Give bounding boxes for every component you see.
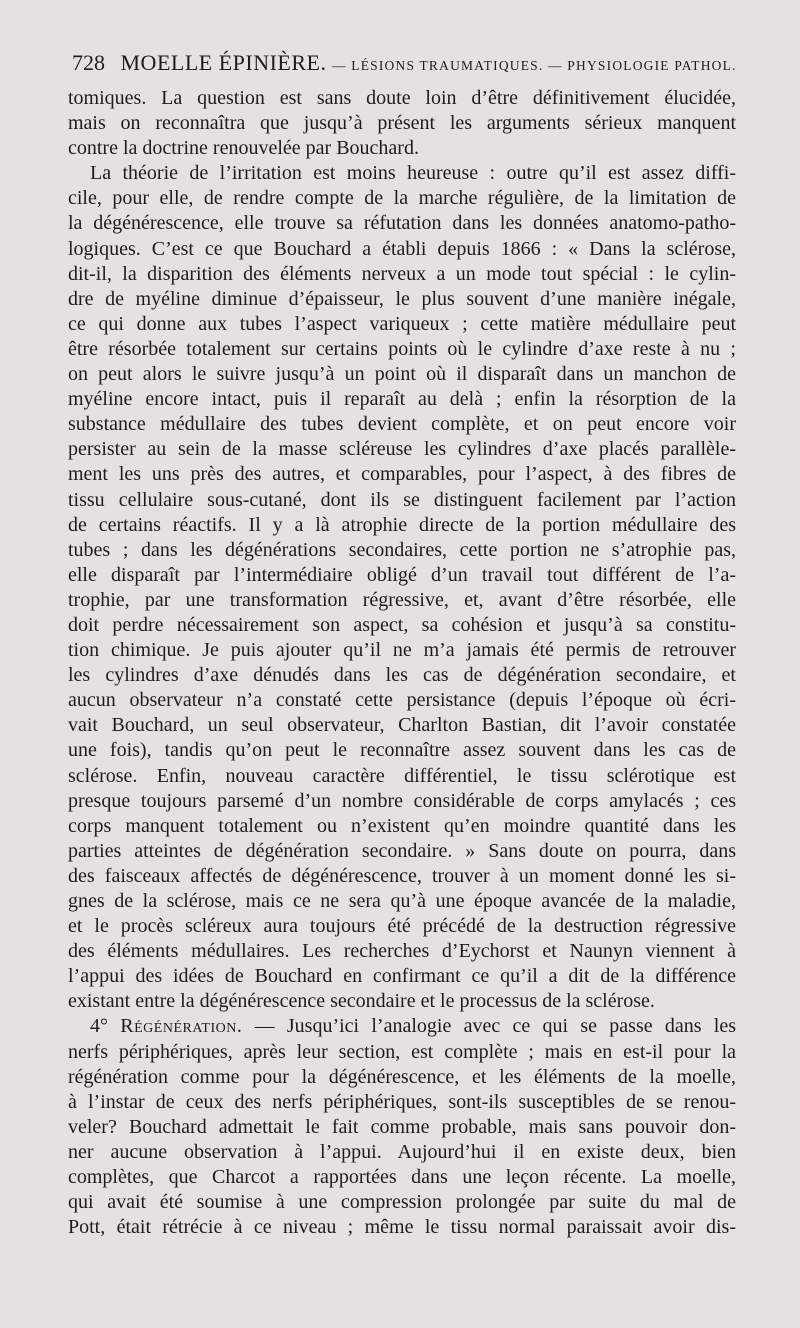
text-line: ment les uns près des autres, et comparables, pour l’aspect, à des fibres de — [68, 463, 736, 486]
text-line: nerfs périphériques, après leur section, est complète ; mais en est-il pour la — [68, 1040, 736, 1063]
text-line: existant entre la dégénérescence secondaire et le processus de la sclérose. — [68, 990, 655, 1013]
section-heading-line — [68, 1014, 736, 1039]
text-line: à l’instar de ceux des nerfs périphériques, sont-ils susceptibles de se renou- — [68, 1090, 736, 1113]
text-line: aucun observateur n’a constaté cette persistance (depuis l’époque où écri- — [68, 689, 736, 712]
text-line: des éléments médullaires. Les recherches d’Eychorst et Naunyn viennent à — [68, 940, 736, 963]
text-line: corps manquent totalement ou n’existent qu’en moindre quantité dans les — [68, 814, 736, 837]
text-line: régénération comme pour la dégénérescence, et les éléments de la moelle, — [68, 1065, 736, 1088]
text-line: gnes de la sclérose, mais ce ne sera qu’à une époque avancée de la maladie, — [68, 890, 736, 912]
text-line: parties atteintes de dégénération secondaire. » Sans doute on pourra, dans — [68, 839, 736, 862]
text-line: qui avait été soumise à une compression prolongée par suite du mal de — [68, 1191, 736, 1214]
text-line: doit perdre nécessairement son aspect, sa cohésion et jusqu’à sa constitu- — [68, 613, 736, 636]
section-title: — LÉSIONS TRAUMATIQUES. — PHYSIOLOGIE PATHOL. — [331, 58, 737, 73]
page-header — [72, 50, 742, 79]
text-line: trophie, par une transformation régressive, et, avant d’être résorbée, elle — [68, 588, 736, 611]
text-line: les cylindres d’axe dénudés dans les cas de dégénération secondaire, et — [68, 664, 736, 687]
text-line: tubes ; dans les dégénérations secondaires, cette portion ne s’atrophie pas, — [68, 538, 736, 561]
page-body — [68, 86, 736, 1240]
text-line: tissu cellulaire sous-cutané, dont ils se distinguent facilement par l’action — [68, 488, 736, 511]
text-line: substance médullaire des tubes devient complète, et on peut encore voir — [68, 413, 736, 436]
text-line: vait Bouchard, un seul observateur, Charlton Bastian, dit l’avoir constatée — [68, 714, 736, 737]
section-number: 4° — [90, 1015, 108, 1038]
text-line: logiques. C’est ce que Bouchard a établi depuis 1866 : « Dans la sclérose, — [68, 237, 736, 260]
text-line: des faisceaux affectés de dégénérescence, trouver à un moment donné les si- — [68, 864, 736, 887]
text-line: dit-il, la disparition des éléments nerveux a un mode tout spécial : le cylin- — [68, 262, 736, 285]
text-line: La théorie de l’irritation est moins heureuse : outre qu’il est assez diffi- — [90, 162, 736, 185]
text-line: ce qui donne aux tubes l’aspect variqueux ; cette matière médullaire peut — [68, 312, 736, 335]
section-heading: Régénération. — [120, 1015, 243, 1038]
text-line: persister au sein de la masse scléreuse les cylindres d’axe placés parallèle- — [68, 438, 736, 461]
text-line: tomiques. La question est sans doute loin d’être définitivement élucidée, — [68, 87, 736, 109]
text-line: elle disparaît par l’intermédiaire obligé d’un travail tout différent de l’a- — [68, 563, 736, 586]
page-number: 728 — [72, 50, 105, 75]
text-line: presque toujours parsemé d’un nombre considérable de corps amylacés ; ces — [68, 789, 736, 812]
text-line: la dégénérescence, elle trouve sa réfutation dans les données anatomo-patho- — [68, 212, 736, 235]
text-line: être résorbée totalement sur certains points où le cylindre d’axe reste à nu ; — [68, 337, 736, 360]
running-title: MOELLE ÉPINIÈRE. — [120, 50, 327, 75]
text-line: cile, pour elle, de rendre compte de la marche régulière, de la limitation de — [68, 187, 736, 210]
text-line: on peut alors le suivre jusqu’à un point où il disparaît dans un manchon de — [68, 363, 736, 386]
text-line: sclérose. Enfin, nouveau caractère différentiel, le tissu sclérotique est — [68, 764, 736, 787]
text-line: veler? Bouchard admettait le fait comme probable, mais sans pouvoir don- — [68, 1115, 736, 1138]
text-line: myéline encore intact, puis il reparaît au delà ; enfin la résorption de la — [68, 388, 736, 411]
text-line: de certains réactifs. Il y a là atrophie directe de la portion médullaire des — [68, 513, 736, 536]
text-line: complètes, que Charcot a rapportées dans une leçon récente. La moelle, — [68, 1166, 736, 1189]
text-line: Pott, était rétrécie à ce niveau ; même le tissu normal paraissait avoir dis- — [68, 1216, 736, 1239]
text-line: contre la doctrine renouvelée par Bouchard. — [68, 137, 419, 160]
text-line: une fois), tandis qu’on peut le reconnaître assez souvent dans les cas de — [68, 739, 736, 762]
text-line: tion chimique. Je puis ajouter qu’il ne m’a jamais été permis de retrouver — [68, 639, 736, 662]
text-line: — Jusqu’ici l’analogie avec ce qui se passe dans les — [254, 1015, 737, 1038]
text-line: mais on reconnaîtra que jusqu’à présent les arguments sérieux manquent — [68, 112, 736, 135]
text-line: dre de myéline diminue d’épaisseur, le plus souvent d’une manière inégale, — [68, 287, 736, 310]
text-line: et le procès scléreux aura toujours été précédé de la destruction régressive — [68, 915, 736, 938]
text-line: l’appui des idées de Bouchard en confirmant ce qu’il a dit de la différence — [68, 965, 736, 988]
text-line: ner aucune observation à l’appui. Aujourd’hui il en existe deux, bien — [68, 1140, 736, 1163]
